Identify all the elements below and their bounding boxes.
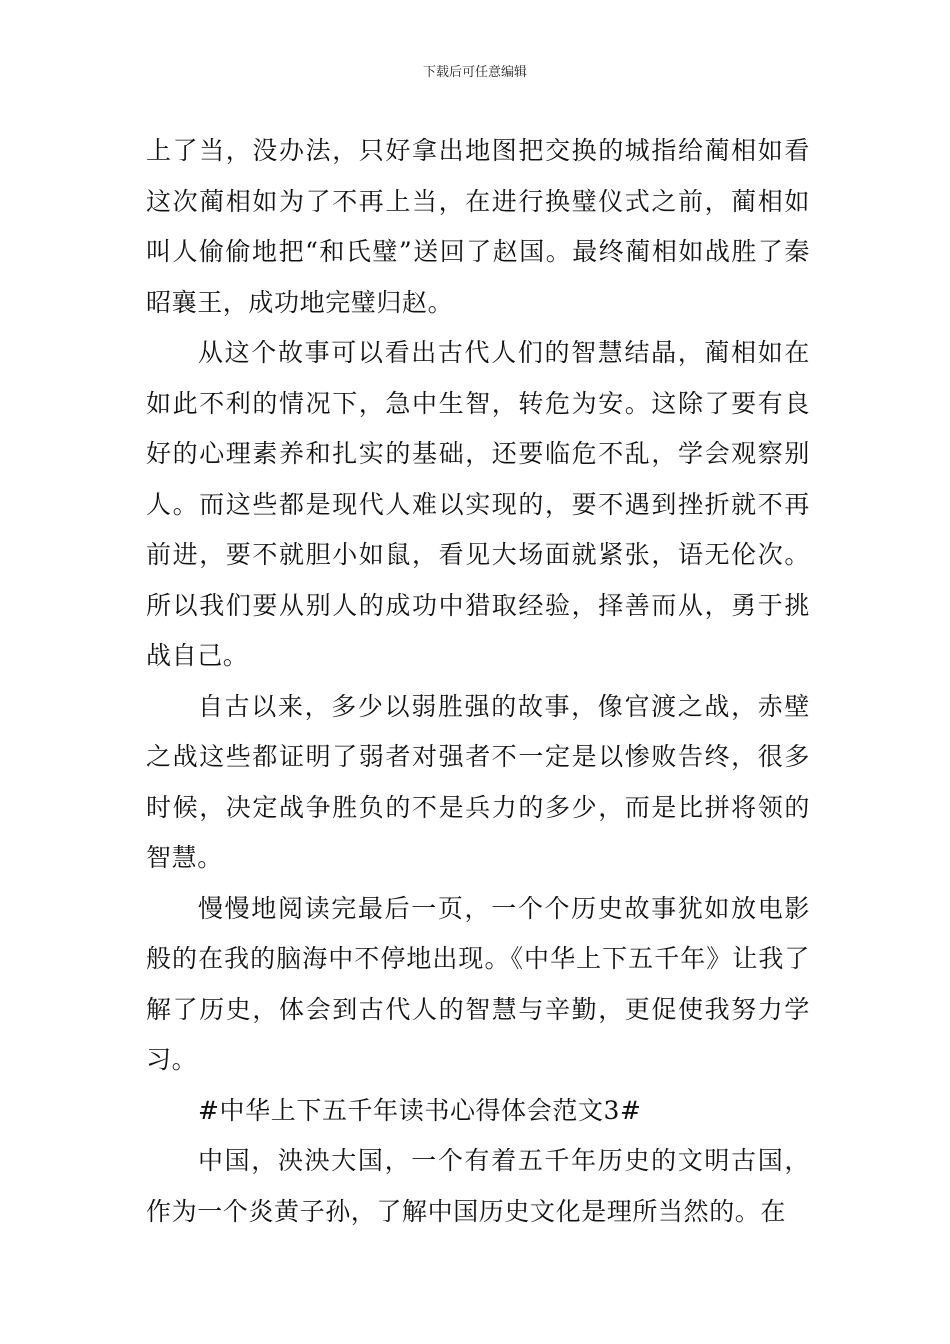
- document-body: [146, 126, 810, 1237]
- paragraph-5: 中国，泱泱大国，一个有着五千年历史的文明古国，作为一个炎黄子孙，了解中国历史文化是理所当然的。在: [146, 1146, 810, 1226]
- paragraph-4: 慢慢地阅读完最后一页，一个个历史故事犹如放电影般的在我的脑海中不停地出现。《中华上下五千年》让我了解了历史，体会到古代人的智慧与辛勤，更促使我努力学习。: [146, 893, 810, 1074]
- section-heading: #中华上下五千年读书心得体会范文3#: [198, 1095, 642, 1125]
- paragraph-3: 自古以来，多少以弱胜强的故事，像官渡之战，赤壁之战这些都证明了弱者对强者不一定是以惨败告终，很多时候，决定战争胜负的不是兵力的多少，而是比拼将领的智慧。: [146, 691, 810, 872]
- paragraph-1: 上了当，没办法，只好拿出地图把交换的城指给蔺相如看这次蔺相如为了不再上当，在进行换璧仪式之前，蔺相如叫人偷偷地把“和氏璧”送回了赵国。最终蔺相如战胜了秦昭襄王，成功地完璧归赵。: [146, 136, 810, 317]
- paragraph-2: 从这个故事可以看出古代人们的智慧结晶，蔺相如在如此不利的情况下，急中生智，转危为安。这除了要有良好的心理素养和扎实的基础，还要临危不乱，学会观察别人。而这些都是现代人难以实现的，要不遇到挫折就不再前进，要不就胆小如鼠，看见大场面就紧张，语无伦次。所以我们要从别人的成功中猎取经验，择善而从，勇于挑战自己。: [146, 338, 810, 670]
- page-header: 下载后可任意编辑: [422, 65, 527, 80]
